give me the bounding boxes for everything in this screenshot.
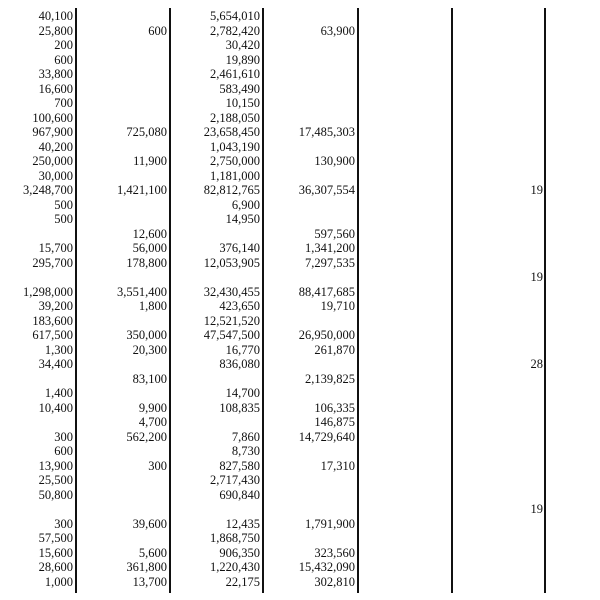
column-divider	[357, 8, 359, 593]
table-cell: 14,950	[225, 212, 260, 226]
table-cell: 39,200	[38, 299, 73, 313]
table-cell: 6,900	[231, 197, 260, 212]
table-cell: 300	[148, 458, 167, 473]
table-cell: 597,560	[314, 226, 355, 241]
column-divider	[544, 8, 546, 593]
table-cell: 12,053,905	[203, 255, 260, 270]
table-cell: 25,500	[38, 473, 73, 487]
table-cell: 57,500	[38, 531, 73, 545]
table-cell: 17,310	[320, 458, 355, 473]
table-cell: 108,835	[219, 400, 260, 415]
table-cell: 500	[54, 197, 73, 212]
table-cell: 1,300	[44, 342, 73, 357]
table-cell: 19,890	[225, 52, 260, 67]
table-cell: 725,080	[126, 125, 167, 139]
table-cell: 8,730	[231, 444, 260, 458]
table-cell: 30,000	[38, 168, 73, 183]
table-cell: 12,600	[132, 226, 167, 241]
table-cell: 40,200	[38, 139, 73, 154]
table-cell: 2,188,050	[210, 110, 260, 125]
table-cell: 600	[54, 444, 73, 458]
table-cell: 600	[148, 23, 167, 38]
column-divider	[75, 8, 77, 593]
table-cell: 361,800	[126, 560, 167, 574]
table-cell: 33,800	[38, 67, 73, 81]
table-cell: 178,800	[126, 255, 167, 270]
table-cell: 1,181,000	[210, 168, 260, 183]
table-cell: 100,600	[32, 110, 73, 125]
table-cell: 56,000	[132, 241, 167, 255]
table-cell: 1,791,900	[305, 516, 355, 531]
table-cell: 16,600	[38, 81, 73, 96]
table-cell: 16,770	[225, 342, 260, 357]
table-cell: 32,430,455	[203, 284, 260, 299]
table-cell: 600	[54, 52, 73, 67]
table-cell: 2,139,825	[305, 371, 355, 386]
table-cell: 967,900	[32, 125, 73, 139]
table-cell: 300	[54, 429, 73, 444]
table-cell: 7,297,535	[305, 255, 355, 270]
column-divider	[451, 8, 453, 593]
table-cell: 700	[54, 96, 73, 110]
table-cell: 28,600	[38, 560, 73, 574]
table-cell: 1,800	[138, 299, 167, 313]
table-cell: 23,658,450	[203, 125, 260, 139]
table-cell: 4,700	[138, 415, 167, 429]
table-cell: 3,248,700	[23, 183, 73, 197]
table-cell: 836,080	[219, 357, 260, 371]
table-cell: 19	[530, 183, 543, 197]
table-cell: 14,729,640	[298, 429, 355, 444]
table-cell: 19	[530, 502, 543, 516]
table-cell: 40,100	[38, 9, 73, 23]
table-cell: 295,700	[32, 255, 73, 270]
table-cell: 13,900	[38, 458, 73, 473]
table-cell: 500	[54, 212, 73, 226]
table-cell: 106,335	[314, 400, 355, 415]
table-cell: 20,300	[132, 342, 167, 357]
table-cell: 617,500	[32, 328, 73, 342]
table-cell: 200	[54, 38, 73, 52]
table-cell: 13,700	[132, 574, 167, 589]
table-cell: 1,043,190	[210, 139, 260, 154]
table-cell: 15,600	[38, 545, 73, 560]
table-cell: 36,307,554	[298, 183, 355, 197]
table-cell: 906,350	[219, 545, 260, 560]
table-cell: 423,650	[219, 299, 260, 313]
table-cell: 690,840	[219, 487, 260, 502]
table-cell: 17,485,303	[298, 125, 355, 139]
table-cell: 39,600	[132, 516, 167, 531]
table-cell: 11,900	[133, 154, 167, 168]
column-divider	[169, 8, 171, 593]
table-cell: 376,140	[219, 241, 260, 255]
table-cell: 1,421,100	[117, 183, 167, 197]
table-cell: 1,400	[44, 386, 73, 400]
table-cell: 302,810	[314, 574, 355, 589]
table-cell: 7,860	[231, 429, 260, 444]
table-cell: 10,400	[38, 400, 73, 415]
column-divider	[262, 8, 264, 593]
table-cell: 5,600	[138, 545, 167, 560]
table-cell: 827,580	[219, 458, 260, 473]
table-cell: 19	[530, 270, 543, 284]
table-cell: 10,150	[225, 96, 260, 110]
table-cell: 34,400	[38, 357, 73, 371]
table-cell: 12,435	[225, 516, 260, 531]
table-cell: 2,750,000	[210, 154, 260, 168]
table-cell: 3,551,400	[117, 284, 167, 299]
table-cell: 25,800	[38, 23, 73, 38]
table-cell: 47,547,500	[203, 328, 260, 342]
table-cell: 583,490	[219, 81, 260, 96]
table-cell: 12,521,520	[203, 313, 260, 328]
table-cell: 1,341,200	[305, 241, 355, 255]
table-cell: 88,417,685	[298, 284, 355, 299]
table-cell: 250,000	[32, 154, 73, 168]
table-cell: 300	[54, 516, 73, 531]
table-cell: 562,200	[126, 429, 167, 444]
table-cell: 5,654,010	[210, 9, 260, 23]
table-cell: 14,700	[225, 386, 260, 400]
table-cell: 30,420	[225, 38, 260, 52]
table-cell: 9,900	[138, 400, 167, 415]
table-cell: 1,000	[44, 574, 73, 589]
table-cell: 26,950,000	[298, 328, 355, 342]
table-cell: 261,870	[314, 342, 355, 357]
table-cell: 22,175	[225, 574, 260, 589]
table-cell: 50,800	[38, 487, 73, 502]
table-cell: 63,900	[320, 23, 355, 38]
table-cell: 146,875	[314, 415, 355, 429]
table-cell: 83,100	[132, 371, 167, 386]
table-cell: 15,432,090	[298, 560, 355, 574]
table-cell: 350,000	[126, 328, 167, 342]
table-cell: 130,900	[314, 154, 355, 168]
table-cell: 1,298,000	[23, 284, 73, 299]
table-cell: 1,220,430	[210, 560, 260, 574]
table-cell: 2,717,430	[210, 473, 260, 487]
table-cell: 323,560	[314, 545, 355, 560]
table-cell: 1,868,750	[210, 531, 260, 545]
table-cell: 15,700	[38, 241, 73, 255]
table-cell: 183,600	[32, 313, 73, 328]
table-cell: 19,710	[320, 299, 355, 313]
table-cell: 2,461,610	[210, 67, 260, 81]
table-cell: 28	[530, 357, 543, 371]
table-cell: 2,782,420	[210, 23, 260, 38]
table-cell: 82,812,765	[203, 183, 260, 197]
